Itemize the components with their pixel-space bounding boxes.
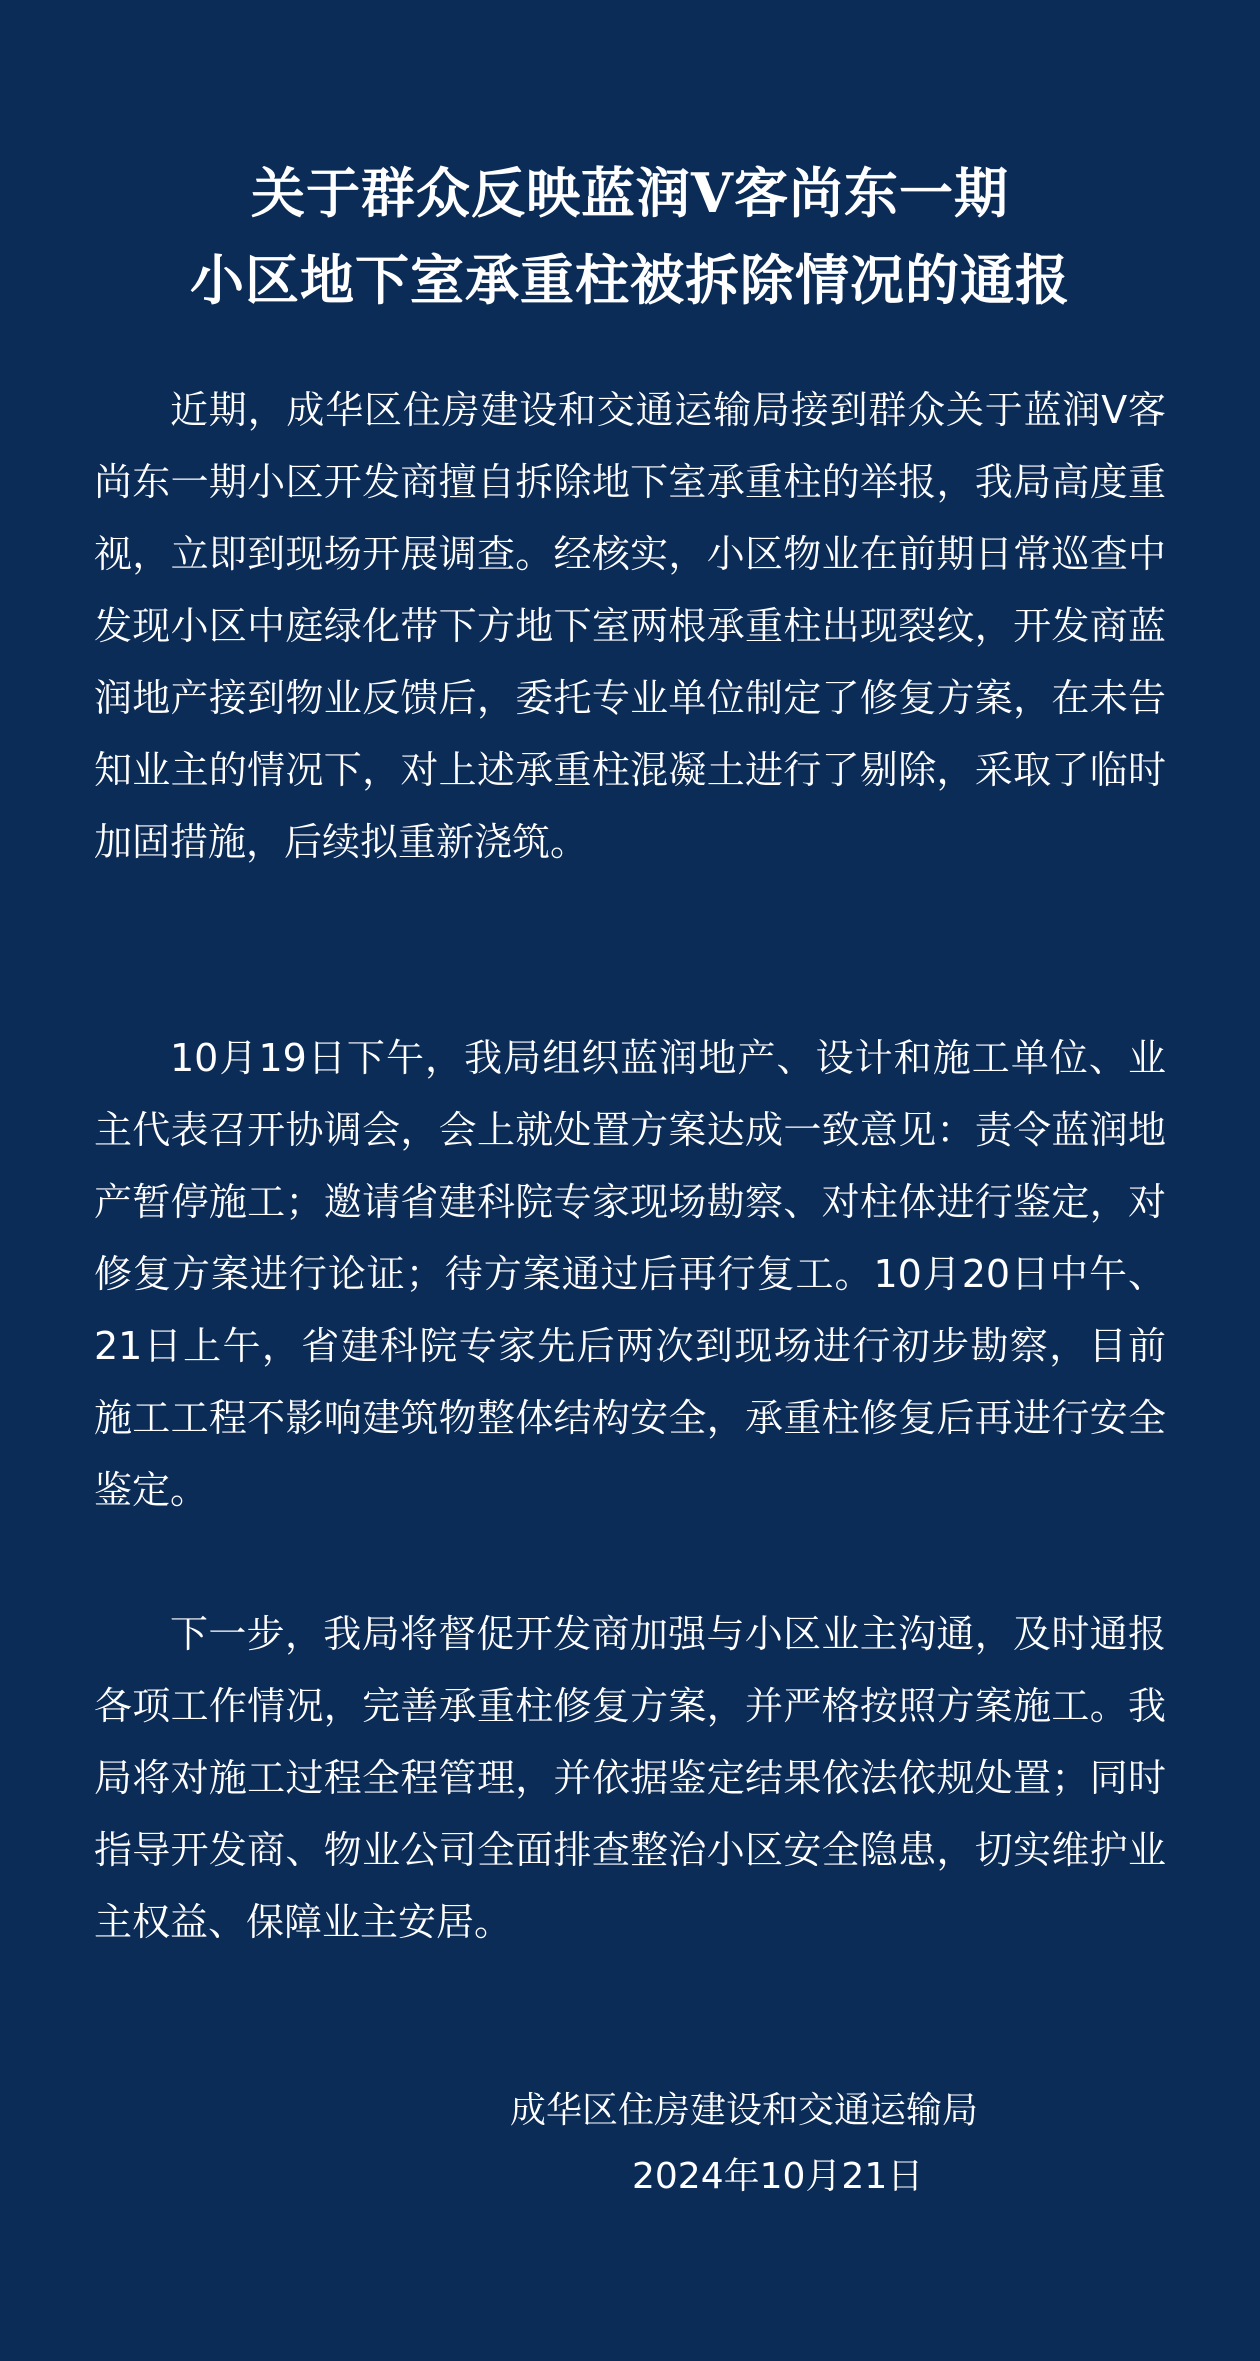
paragraph-1-container: [94, 374, 1166, 878]
notice-title: [0, 150, 1260, 324]
paragraph-3: 下一步，我局将督促开发商加强与小区业主沟通，及时通报各项工作情况，完善承重柱修复方案，并严格按照方案施工。我局将对施工过程全程管理，并依据鉴定结果依法依规处置；同时指导开发商、物业公司全面排查整治小区安全隐患，切实维护业主权益、保障业主安居。: [94, 1612, 1166, 1944]
paragraph-2-container: [94, 1022, 1166, 1526]
signature-date: 2024年10月21日: [632, 2156, 924, 2197]
paragraph-3-container: [94, 1598, 1166, 1958]
title-line-1: 关于群众反映蓝润V客尚东一期: [251, 161, 1009, 225]
paragraph-1: 近期，成华区住房建设和交通运输局接到群众关于蓝润V客尚东一期小区开发商擅自拆除地下室承重柱的举报，我局高度重视，立即到现场开展调查。经核实，小区物业在前期日常巡查中发现小区中庭绿化带下方地下室两根承重柱出现裂纹，开发商蓝润地产接到物业反馈后，委托专业单位制定了修复方案，在未告知业主的情况下，对上述承重柱混凝土进行了剔除，采取了临时加固措施，后续拟重新浇筑。: [94, 388, 1166, 864]
title-line-2: 小区地下室承重柱被拆除情况的通报: [190, 248, 1070, 312]
paragraph-2: 10月19日下午，我局组织蓝润地产、设计和施工单位、业主代表召开协调会，会上就处置方案达成一致意见：责令蓝润地产暂停施工；邀请省建科院专家现场勘察、对柱体进行鉴定，对修复方案进行论证；待方案通过后再行复工。10月20日中午、21日上午，省建科院专家先后两次到现场进行初步勘察，目前施工工程不影响建筑物整体结构安全，承重柱修复后再进行安全鉴定。: [94, 1036, 1166, 1512]
signature-organization: 成华区住房建设和交通运输局: [510, 2090, 979, 2131]
